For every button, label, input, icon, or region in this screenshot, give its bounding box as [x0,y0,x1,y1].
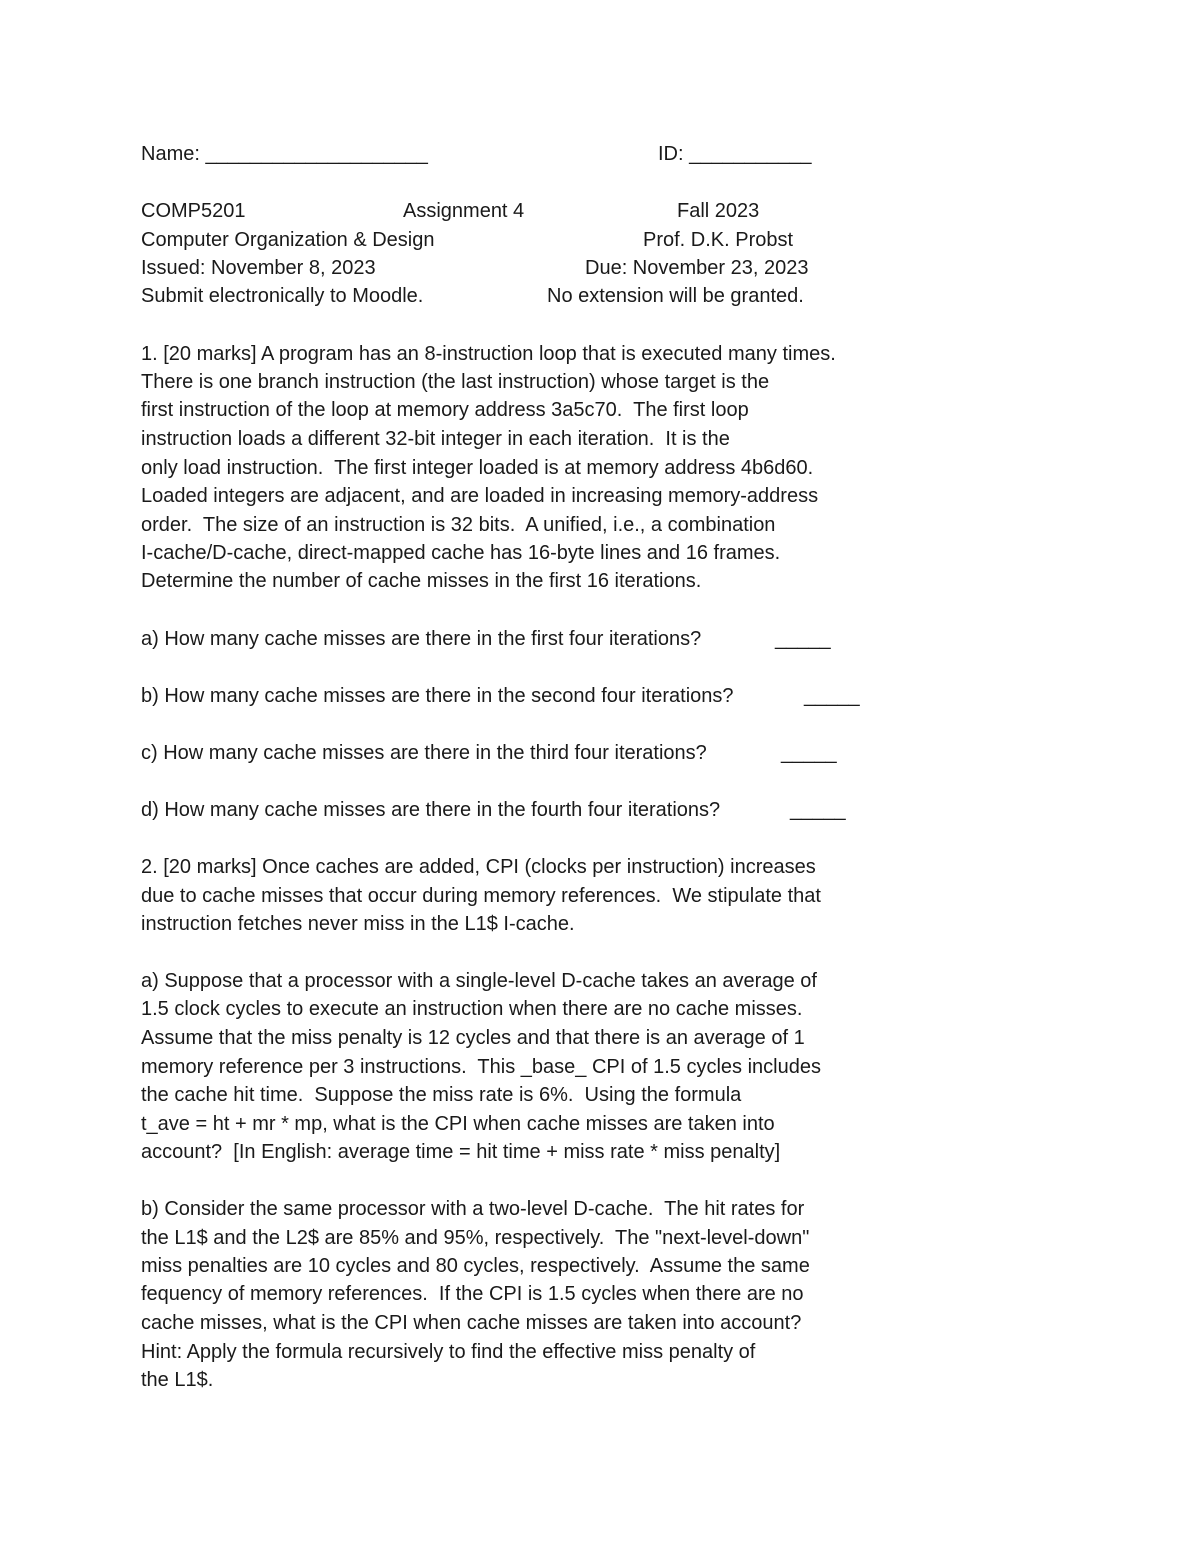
q1-line: first instruction of the loop at memory address 3a5c70. The first loop [141,399,749,421]
q1-line: Determine the number of cache misses in the first 16 iterations. [141,570,702,592]
course-code: COMP5201 [141,200,246,222]
q1c-answer-blank: _____ [781,742,837,764]
q2a-line: account? [In English: average time = hit time + miss rate * miss penalty] [141,1141,781,1163]
q1-line: order. The size of an instruction is 32 bits. A unified, i.e., a combination [141,514,776,536]
q1a-answer-blank: _____ [775,628,831,650]
due-date: Due: November 23, 2023 [585,257,809,279]
course-title: Computer Organization & Design [141,229,435,251]
submission-note: Submit electronically to Moodle. [141,285,424,307]
q1a-text: a) How many cache misses are there in the first four iterations? [141,628,702,650]
q1d-answer-blank: _____ [790,799,846,821]
issued-date: Issued: November 8, 2023 [141,257,376,279]
q2a-line: the cache hit time. Suppose the miss rate is 6%. Using the formula [141,1084,742,1106]
q1-line: There is one branch instruction (the last instruction) whose target is the [141,371,770,393]
q2-intro-line: 2. [20 marks] Once caches are added, CPI (clocks per instruction) increases [141,856,816,878]
q1-line: I-cache/D-cache, direct-mapped cache has 16-byte lines and 16 frames. [141,542,781,564]
q1d-text: d) How many cache misses are there in the fourth four iterations? [141,799,721,821]
name-field: Name: ____________________ [141,143,428,165]
q1-line: only load instruction. The first integer loaded is at memory address 4b6d60. [141,457,814,479]
q2-intro-line: due to cache misses that occur during memory references. We stipulate that [141,885,821,907]
q1b-text: b) How many cache misses are there in the second four iterations? [141,685,734,707]
extension-note: No extension will be granted. [547,285,804,307]
assignment-number: Assignment 4 [403,200,525,222]
q2a-line: t_ave = ht + mr * mp, what is the CPI when cache misses are taken into [141,1113,775,1135]
q2b-line: miss penalties are 10 cycles and 80 cycles, respectively. Assume the same [141,1255,810,1277]
q1-line: Loaded integers are adjacent, and are loaded in increasing memory-address [141,485,819,507]
q2a-line: Assume that the miss penalty is 12 cycles and that there is an average of 1 [141,1027,805,1049]
q2b-line: the L1$. [141,1369,214,1391]
q1-line: instruction loads a different 32-bit integer in each iteration. It is the [141,428,730,450]
q2-intro-line: instruction fetches never miss in the L1$ I-cache. [141,913,575,935]
q2b-line: cache misses, what is the CPI when cache misses are taken into account? [141,1312,802,1334]
q2b-line: b) Consider the same processor with a two-level D-cache. The hit rates for [141,1198,805,1220]
q2b-line: fequency of memory references. If the CPI is 1.5 cycles when there are no [141,1283,804,1305]
q2a-line: 1.5 clock cycles to execute an instruction when there are no cache misses. [141,998,803,1020]
q2a-line: memory reference per 3 instructions. This _base_ CPI of 1.5 cycles includes [141,1056,821,1078]
q2b-line: Hint: Apply the formula recursively to find the effective miss penalty of [141,1341,756,1363]
q1b-answer-blank: _____ [804,685,860,707]
q2a-line: a) Suppose that a processor with a single-level D-cache takes an average of [141,970,817,992]
id-field: ID: ___________ [658,143,812,165]
q2b-line: the L1$ and the L2$ are 85% and 95%, respectively. The "next-level-down" [141,1227,810,1249]
q1-line: 1. [20 marks] A program has an 8-instruction loop that is executed many times. [141,343,836,365]
professor: Prof. D.K. Probst [643,229,794,251]
term: Fall 2023 [677,200,760,222]
q1c-text: c) How many cache misses are there in the third four iterations? [141,742,707,764]
